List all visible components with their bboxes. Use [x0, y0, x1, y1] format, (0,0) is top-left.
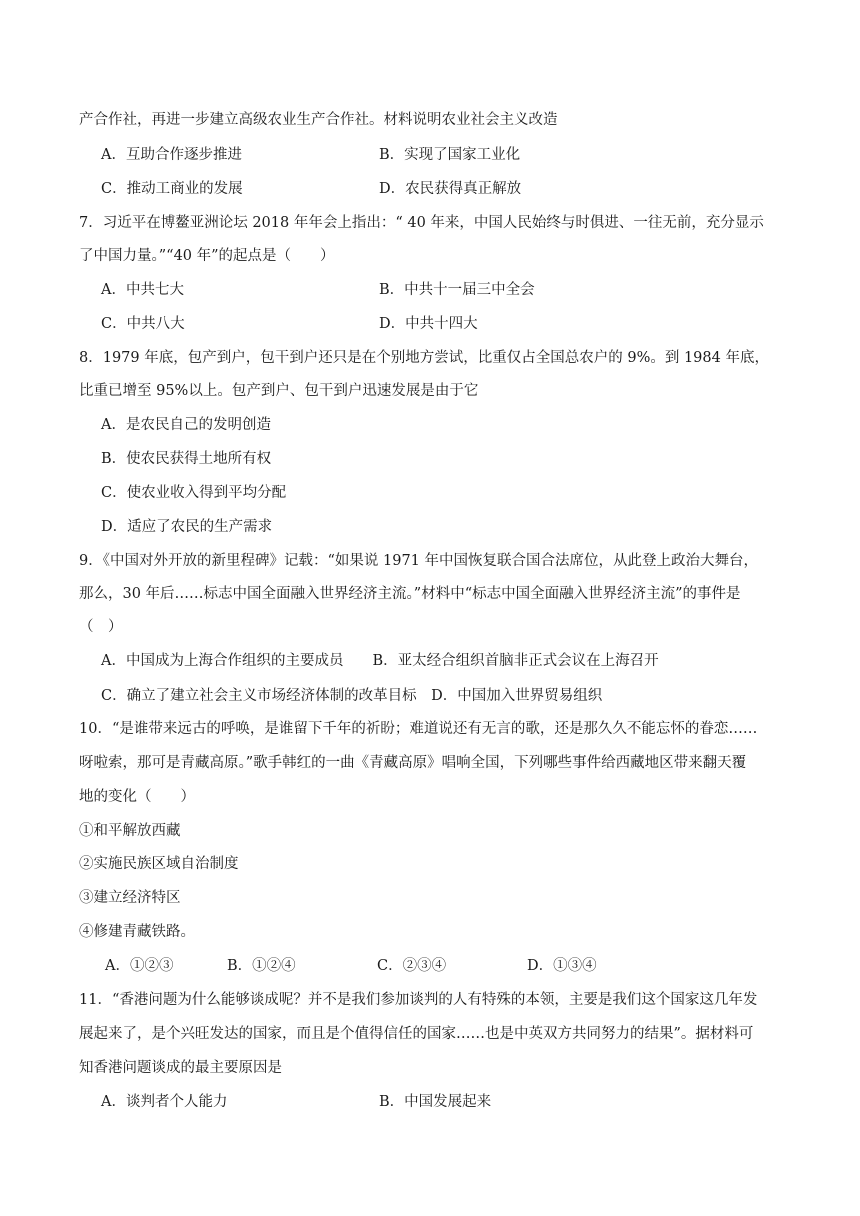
q10-stem-line-2: 呀啦索，那可是青藏高原。”歌手韩红的一曲《青藏高原》唱响全国，下列哪些事件给西藏地区带来翻天覆	[79, 755, 747, 771]
q11-stem-line-2: 展起来了，是个兴旺发达的国家，而且是个值得信任的国家……也是中英双方共同努力的结果”。据材料可	[79, 1026, 754, 1042]
q11-stem-line-3: 知香港问题谈成的最主要原因是	[79, 1060, 282, 1076]
q6-option-c: C．推动工商业的发展	[101, 181, 243, 197]
q6-option-a: A．互助合作逐步推进	[101, 147, 242, 163]
q8-option-c: C．使农业收入得到平均分配	[101, 485, 287, 501]
q10-stem-line-3: 地的变化（ ）	[79, 789, 195, 805]
q11-option-a: A．谈判者个人能力	[101, 1094, 228, 1110]
q11-option-b: B．中国发展起来	[379, 1094, 492, 1110]
q9-stem-line-2: 那么，30 年后……标志中国全面融入世界经济主流。”材料中“标志中国全面融入世界经济主流”的事件是	[79, 586, 741, 602]
q9-stem-line-3: （ ）	[79, 619, 123, 635]
q10-stem-line-1: 10．“是谁带来远古的呼唤，是谁留下千年的祈盼；难道说还有无言的歌，还是那久久不能忘怀的眷恋……	[79, 721, 758, 737]
q10-item-4: ④修建青藏铁路。	[79, 924, 195, 940]
q8-option-d: D．适应了农民的生产需求	[101, 519, 273, 535]
q10-item-2: ②实施民族区域自治制度	[79, 856, 239, 872]
q10-item-3: ③建立经济特区	[79, 890, 181, 906]
q7-option-c: C．中共八大	[101, 316, 185, 332]
q7-stem-line-2: 了中国力量。”“40 年”的起点是（ ）	[79, 248, 335, 264]
q6-option-d: D．农民获得真正解放	[379, 181, 522, 197]
q9-options-cd: C．确立了建立社会主义市场经济体制的改革目标 D．中国加入世界贸易组织	[101, 688, 603, 704]
q10-option-a: A．①②③	[105, 958, 174, 974]
q10-item-1: ①和平解放西藏	[79, 823, 181, 839]
q8-stem-line-1: 8．1979 年底，包产到户，包干到户还只是在个别地方尝试，比重仅占全国总农户的 9%。到 1984 年底，	[79, 350, 769, 366]
q9-options-ab: A．中国成为上海合作组织的主要成员 B．亚太经合组织首脑非正式会议在上海召开	[101, 653, 659, 669]
q10-option-b: B．①②④	[227, 958, 296, 974]
q7-stem-line-1: 7．习近平在博鳌亚洲论坛 2018 年年会上指出：“ 40 年来，中国人民始终与时俱进、一往无前，充分显示	[79, 215, 764, 231]
q10-option-d: D．①③④	[527, 958, 597, 974]
q7-option-d: D．中共十四大	[379, 316, 478, 332]
q8-option-b: B．使农民获得土地所有权	[101, 451, 272, 467]
q10-option-c: C．②③④	[377, 958, 447, 974]
q7-option-b: B．中共十一届三中全会	[379, 282, 535, 298]
q8-option-a: A．是农民自己的发明创造	[101, 417, 271, 433]
q7-option-a: A．中共七大	[101, 282, 184, 298]
q11-stem-line-1: 11．“香港问题为什么能够谈成呢？并不是我们参加谈判的人有特殊的本领，主要是我们这个国家这几年发	[79, 992, 758, 1008]
q6-option-b: B．实现了国家工业化	[379, 147, 521, 163]
q8-stem-line-2: 比重已增至 95%以上。包产到户、包干到户迅速发展是由于它	[79, 383, 479, 399]
q6-stem-continued: 产合作社，再进一步建立高级农业生产合作社。材料说明农业社会主义改造	[79, 112, 558, 128]
q9-stem-line-1: 9．《中国对外开放的新里程碑》记载：“如果说 1971 年中国恢复联合国合法席位，从此登上政治大舞台，	[79, 553, 759, 569]
